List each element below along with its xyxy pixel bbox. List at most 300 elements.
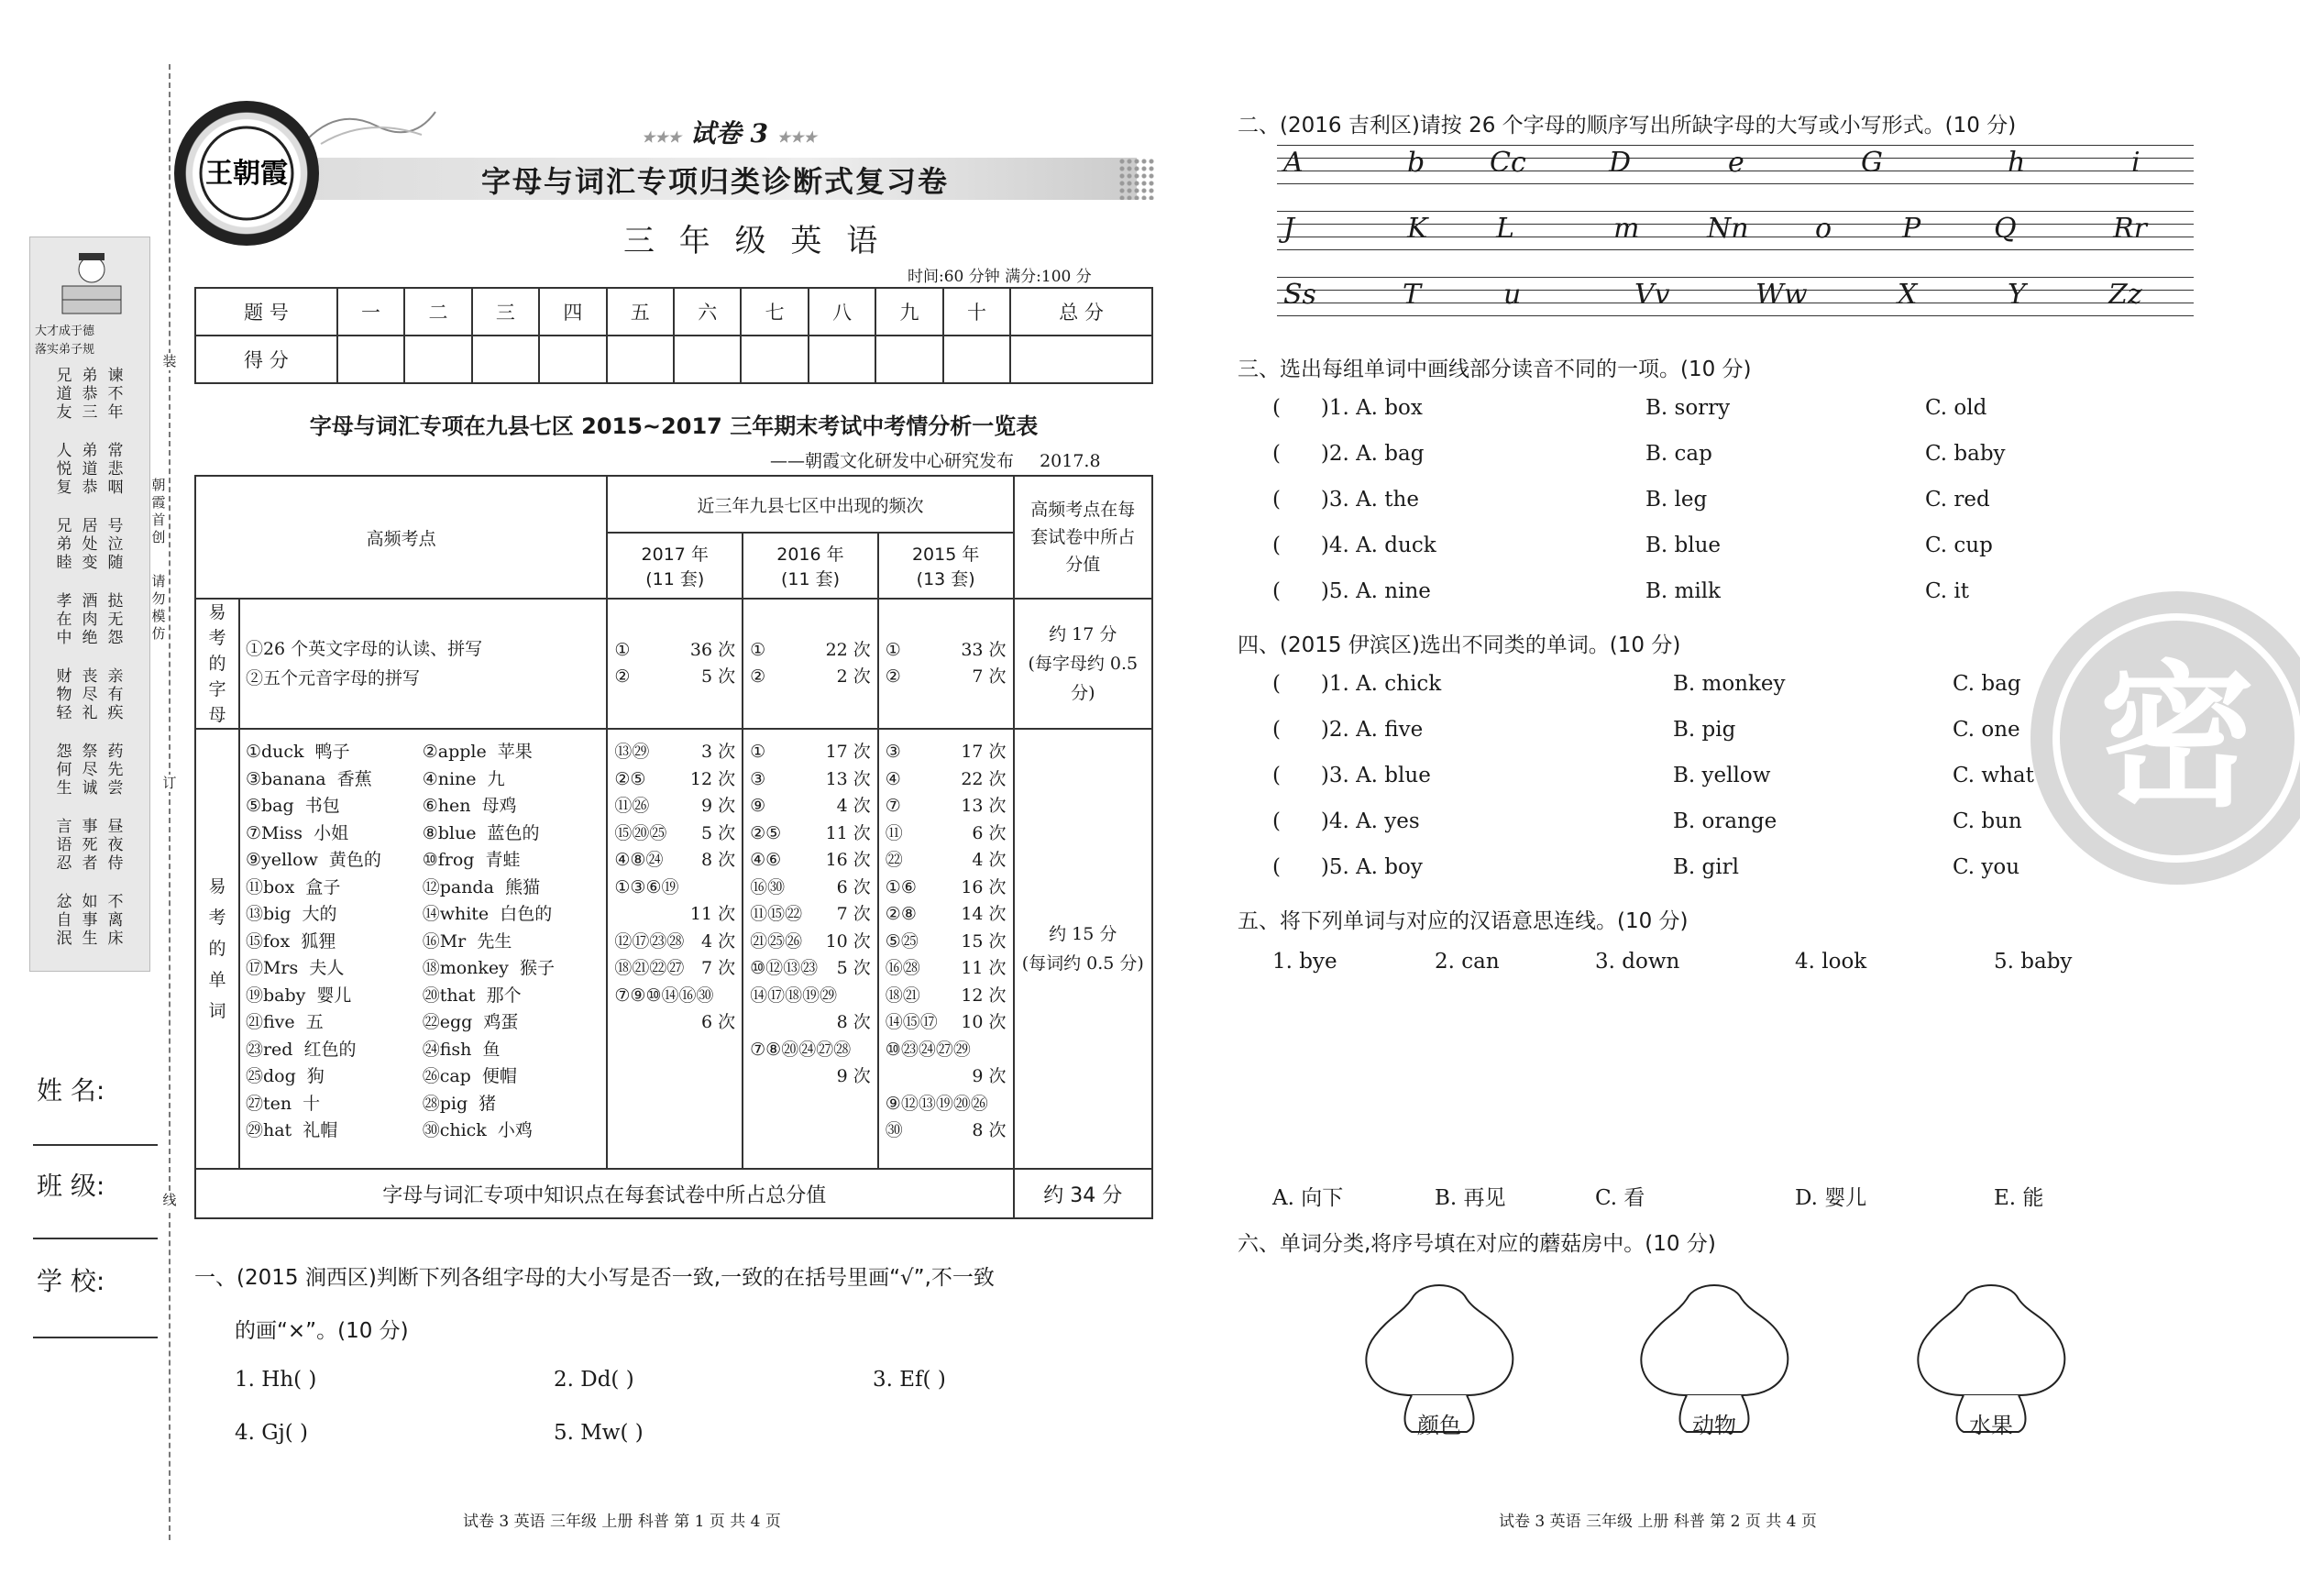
freq-count: 2 次: [836, 666, 871, 687]
score-header-cell: 题 号: [195, 288, 337, 336]
word-entry: ⑩frog 青蛙: [422, 850, 521, 870]
word-entry: ⑭white 白色的: [422, 904, 553, 924]
freq-items: ①③⑥⑲: [614, 876, 679, 897]
option: B. orange: [1673, 809, 1777, 833]
col-value: 高频考点在每套试卷中所占分值: [1014, 476, 1152, 599]
given-letter: Q: [1994, 213, 2017, 245]
freq-entry: [744, 875, 876, 902]
q1-stem-2: 的画“×”。(10 分): [235, 1319, 409, 1343]
freq-count: 17 次: [825, 742, 871, 762]
scholar-icon: [55, 249, 128, 318]
freq-items: ⑦⑨⑩⑭⑯㉚: [614, 985, 714, 1006]
freq-count: 4 次: [700, 930, 736, 952]
freq-entry: [880, 955, 1012, 983]
given-letter: G: [1861, 147, 1883, 179]
year-2017: 2017 年 (11 套): [607, 533, 743, 599]
footer-right: 试卷 3 英语 三年级 上册 科普 第 2 页 共 4 页: [1499, 1513, 1817, 1531]
ruled-line: [1277, 145, 2194, 146]
letters-value: 约 17 分 (每字母约 0.5 分): [1014, 599, 1152, 729]
given-letter: J: [1283, 213, 1295, 245]
motto-column: 如事生: [82, 893, 98, 948]
freq-count: 11 次: [689, 904, 736, 924]
option: B. milk: [1645, 579, 1721, 603]
motto-column: 号泣随: [107, 517, 124, 572]
given-letter: u: [1503, 279, 1522, 311]
motto-column: 昼夜侍: [107, 818, 124, 873]
freq-count: 22 次: [825, 639, 871, 660]
freq-items: ⑭⑮⑰: [885, 1012, 938, 1032]
score-cell[interactable]: [674, 336, 741, 383]
word-entry: ㉒egg 鸡蛋: [422, 1012, 519, 1032]
given-letter: Zz: [2108, 279, 2142, 311]
given-letter: Nn: [1707, 213, 1749, 245]
freq-items: ⑫⑰㉓㉘: [614, 930, 685, 952]
year-2016: 2016 年 (11 套): [743, 533, 878, 599]
option: B. leg: [1645, 488, 1708, 512]
match-meaning[interactable]: A. 向下: [1272, 1186, 1344, 1210]
given-letter: X: [1898, 279, 1918, 311]
motto-column: 弟道恭: [82, 442, 98, 497]
name-field[interactable]: [33, 1144, 158, 1146]
freq-count: 33 次: [961, 639, 1007, 660]
score-header-cell: 五: [607, 288, 674, 336]
mushroom-label: 颜色: [1417, 1413, 1461, 1438]
freq-items: ⑩⑫⑬㉓: [750, 958, 819, 978]
answer-choice-row[interactable]: ( )1. A. chick: [1272, 672, 1442, 696]
freq-entry: [609, 983, 741, 1010]
score-header-cell: 一: [337, 288, 404, 336]
time-info: 时间:60 分钟 满分:100 分: [908, 268, 1092, 286]
word-entry: ④nine 九: [422, 768, 505, 789]
motto-column: 亲有疾: [107, 667, 124, 722]
option: C. bun: [1953, 809, 2022, 833]
freq-entry: [609, 929, 741, 956]
score-cell[interactable]: [472, 336, 539, 383]
motto-column: 财物轻: [56, 667, 72, 722]
score-cell[interactable]: [404, 336, 471, 383]
freq-entry: [744, 793, 876, 820]
score-header-cell: 六: [674, 288, 741, 336]
score-row-label: 得 分: [195, 336, 337, 383]
freq-entry: [880, 983, 1012, 1010]
school-field[interactable]: [33, 1337, 158, 1338]
freq-entry: [744, 1037, 876, 1064]
ruled-line: [1277, 315, 2194, 316]
motto-top-2: 落实弟子规: [35, 343, 95, 357]
freq-entry: [880, 637, 1012, 665]
option: B. cap: [1645, 442, 1712, 466]
total-label: 字母与词汇专项中知识点在每套试卷中所占总分值: [195, 1169, 1014, 1218]
q1-item[interactable]: 2. Dd( ): [554, 1368, 634, 1392]
q1-stem: 一、(2015 涧西区)判断下列各组字母的大小写是否一致,一致的在括号里画“√”,不一致: [194, 1266, 995, 1290]
seal-mark: 装: [162, 353, 177, 369]
score-header-cell: 二: [404, 288, 471, 336]
freq-entry: [744, 955, 876, 983]
q1-item[interactable]: 5. Mw( ): [554, 1421, 644, 1445]
score-input-row: [195, 336, 1152, 383]
score-cell[interactable]: [539, 336, 606, 383]
freq-entry: [744, 983, 876, 1010]
freq-entry: [880, 766, 1012, 794]
freq-items: ①: [750, 639, 766, 660]
freq-items: ⑱㉑: [885, 985, 920, 1006]
freq-entry: [744, 929, 876, 956]
freq-count: 13 次: [961, 796, 1007, 816]
freq-items: ⑯㉚: [750, 876, 786, 897]
freq-entry: [609, 955, 741, 983]
freq-entry: [609, 637, 741, 665]
motto-column: 忿自泯: [56, 893, 72, 948]
cut-line: [169, 64, 171, 1540]
freq-count: 15 次: [961, 930, 1007, 952]
freq-entry: [744, 1009, 876, 1037]
svg-text:王朝霞: 王朝霞: [205, 158, 288, 190]
cat-words: 易考的单词: [195, 729, 239, 1169]
freq-items: ①⑥: [885, 876, 917, 897]
ruled-line: [1277, 211, 2194, 212]
freq-entry: [880, 793, 1012, 820]
answer-choice-row[interactable]: ( )4. A. duck: [1272, 534, 1436, 557]
freq-items: ④⑧㉔: [614, 850, 664, 870]
side-note: 朝霞首创: [151, 477, 166, 545]
option: C. it: [1925, 579, 1969, 603]
answer-choice-row[interactable]: ( )2. A. bag: [1272, 442, 1425, 466]
freq-count: 3 次: [700, 742, 736, 762]
freq-2015: [878, 599, 1014, 729]
freq-count: 16 次: [961, 876, 1007, 897]
q3-stem: 三、选出每组单词中画线部分读音不同的一项。(10 分): [1238, 358, 1752, 381]
option: C. bag: [1953, 672, 2021, 696]
word-entry: ⑦Miss 小姐: [245, 822, 349, 843]
analysis-title: 字母与词汇专项在九县七区 2015~2017 三年期末考试中考情分析一览表: [309, 413, 1039, 439]
score-header-row: [195, 288, 1152, 336]
q4-stem: 四、(2015 伊滨区)选出不同类的单词。(10 分): [1238, 633, 1681, 657]
freq-count: 11 次: [961, 958, 1007, 978]
freq-entry: [609, 793, 741, 820]
freq-entry: [880, 929, 1012, 956]
freq-entry: [880, 1063, 1012, 1091]
given-letter: e: [1728, 147, 1744, 179]
seal-mark: 订: [162, 775, 177, 791]
option: C. red: [1925, 488, 1990, 512]
score-cell[interactable]: [875, 336, 942, 383]
star-icon: ★★★: [776, 128, 817, 146]
word-list-right: [423, 729, 608, 1169]
answer-choice-row[interactable]: ( )5. A. boy: [1272, 855, 1423, 879]
freq-items: ②: [614, 666, 631, 687]
score-header-cell: 八: [809, 288, 875, 336]
score-table: [194, 287, 1153, 384]
given-letter: T: [1403, 279, 1422, 311]
score-header-cell: 总 分: [1010, 288, 1152, 336]
side-note: 请勿模仿: [151, 573, 166, 642]
score-header-cell: 十: [943, 288, 1010, 336]
option: C. what: [1953, 764, 2034, 787]
q1-item[interactable]: 4. Gj( ): [235, 1421, 309, 1445]
school-label: 学 校:: [37, 1266, 105, 1296]
word-entry: ㉖cap 便帽: [422, 1066, 517, 1086]
freq-items: ②: [885, 666, 901, 687]
seal-mark: 线: [162, 1192, 177, 1208]
option: B. pig: [1673, 718, 1736, 742]
given-letter: P: [1902, 213, 1921, 245]
page-title: 字母与词汇专项归类诊断式复习卷: [480, 164, 949, 199]
motto-column: 酒肉绝: [82, 592, 98, 647]
freq-count: 5 次: [700, 666, 736, 687]
freq-items: ⑪: [885, 822, 903, 843]
answer-choice-row[interactable]: ( )5. A. nine: [1272, 579, 1431, 603]
word-entry: ⑮fox 狐狸: [245, 930, 336, 952]
freq-entry: [744, 664, 876, 691]
freq-items: ㉑㉕㉖: [750, 930, 803, 952]
freq-count: 4 次: [972, 850, 1007, 870]
option: B. yellow: [1673, 764, 1771, 787]
freq-count: 12 次: [689, 768, 736, 789]
freq-items: ⑱㉑㉒㉗: [614, 958, 685, 978]
freq-entry: [880, 664, 1012, 691]
freq-count: 9 次: [700, 796, 736, 816]
given-letter: o: [1815, 213, 1832, 245]
given-letter: m: [1613, 213, 1640, 245]
star-icon: ★★★: [642, 128, 682, 146]
freq-count: 36 次: [689, 639, 736, 660]
freq-count: 8 次: [972, 1120, 1007, 1140]
given-letter: h: [2008, 147, 2026, 179]
freq-entry: [744, 901, 876, 929]
freq-entry: [880, 1091, 1012, 1118]
freq-items: ④⑥: [750, 850, 782, 870]
given-letter: Vv: [1634, 279, 1670, 311]
freq-2017: [607, 599, 743, 729]
match-word[interactable]: 1. bye: [1272, 950, 1337, 974]
mushroom-house[interactable]: [1632, 1276, 1797, 1450]
freq-entry: [880, 875, 1012, 902]
freq-items: ③: [885, 742, 901, 762]
publisher-logo: [174, 101, 319, 246]
dot-pattern: [1118, 158, 1155, 200]
freq-entry: [609, 664, 741, 691]
freq-items: ②: [750, 666, 766, 687]
ruled-line: [1277, 183, 2194, 184]
answer-choice-row[interactable]: ( )4. A. yes: [1272, 809, 1420, 833]
freq-items: ⑨⑫⑬⑲⑳㉖: [885, 1093, 988, 1114]
freq-entry: [880, 739, 1012, 766]
freq-entry: [609, 820, 741, 848]
score-cell[interactable]: [741, 336, 808, 383]
class-label: 班 级:: [37, 1171, 105, 1201]
freq-entry: [880, 1117, 1012, 1145]
freq-count: 8 次: [700, 850, 736, 870]
word-entry: ⑲baby 婴儿: [245, 985, 352, 1006]
freq-entry: [880, 820, 1012, 848]
freq-2016: [743, 599, 878, 729]
freq-count: 22 次: [961, 768, 1007, 789]
score-cell[interactable]: [809, 336, 875, 383]
mushroom-label: 动物: [1692, 1413, 1736, 1438]
freq-items: ⑬㉙: [614, 742, 650, 762]
q5-stem: 五、将下列单词与对应的汉语意思连线。(10 分): [1238, 909, 1689, 933]
q1-item[interactable]: 1. Hh( ): [235, 1368, 317, 1392]
freq-items: ⑦⑧⑳㉔㉗㉘: [750, 1039, 852, 1060]
motto-column: 谏不年: [107, 367, 124, 422]
freq-items: ⑯㉘: [885, 958, 920, 978]
motto-column: 兄弟睦: [56, 517, 72, 572]
class-field[interactable]: [33, 1238, 158, 1239]
score-cell[interactable]: [943, 336, 1010, 383]
word-entry: ⑱monkey 猴子: [422, 958, 555, 978]
word-entry: ②apple 苹果: [422, 742, 533, 762]
freq-items: ④: [885, 768, 901, 789]
footer-left: 试卷 3 英语 三年级 上册 科普 第 1 页 共 4 页: [463, 1513, 781, 1531]
freq-items: ①: [885, 639, 901, 660]
confidential-stamp: 密: [2026, 587, 2300, 889]
freq-items: ⑦: [885, 796, 901, 816]
banner-ribbon: [303, 103, 440, 150]
option: B. girl: [1673, 855, 1739, 879]
word-freq-2015: [878, 729, 1014, 1169]
match-meaning[interactable]: C. 看: [1595, 1186, 1645, 1210]
score-cell[interactable]: [607, 336, 674, 383]
col-high-freq: 高频考点: [195, 476, 607, 599]
freq-count: 17 次: [961, 742, 1007, 762]
motto-column: 不离床: [107, 893, 124, 948]
answer-choice-row[interactable]: ( )3. A. the: [1272, 488, 1419, 512]
freq-count: 4 次: [836, 796, 871, 816]
freq-count: 9 次: [836, 1066, 871, 1086]
mushroom-house[interactable]: [1909, 1276, 2074, 1450]
freq-entry: [744, 820, 876, 848]
match-word[interactable]: 4. look: [1795, 950, 1867, 974]
given-letter: b: [1407, 147, 1425, 179]
freq-count: 7 次: [836, 904, 871, 924]
motto-column: 常悲咽: [107, 442, 124, 497]
analysis-table: [194, 475, 1153, 1219]
motto-column: 事死者: [82, 818, 98, 873]
freq-count: 10 次: [961, 1012, 1007, 1032]
option: B. blue: [1645, 534, 1722, 557]
given-letter: Ss: [1283, 279, 1316, 311]
freq-count: 8 次: [836, 1012, 871, 1032]
given-letter: i: [2131, 147, 2140, 179]
freq-items: ⑪⑮㉒: [750, 904, 803, 924]
freq-items: ①: [614, 639, 631, 660]
freq-entry: [609, 1009, 741, 1037]
cat-letters: 易考的字母: [195, 599, 239, 729]
score-header-cell: 七: [741, 288, 808, 336]
match-meaning[interactable]: B. 再见: [1435, 1186, 1506, 1210]
freq-entry: [609, 847, 741, 875]
match-word[interactable]: 3. down: [1595, 950, 1680, 974]
freq-entry: [609, 875, 741, 902]
match-meaning[interactable]: E. 能: [1994, 1186, 2044, 1210]
freq-count: 7 次: [700, 958, 736, 978]
freq-items: ㉚: [885, 1120, 903, 1140]
freq-items: ㉒: [885, 850, 903, 870]
motto-column: 居处变: [82, 517, 98, 572]
ruled-line: [1277, 277, 2194, 278]
score-cell[interactable]: [337, 336, 404, 383]
word-entry: ⑫panda 熊猫: [422, 876, 540, 897]
motto-column: 丧尽礼: [82, 667, 98, 722]
given-letter: Rr: [2113, 213, 2147, 245]
word-entry: ⑳that 那个: [422, 985, 522, 1006]
freq-items: ⑪㉖: [614, 796, 650, 816]
freq-count: 11 次: [825, 822, 871, 843]
freq-items: ②⑤: [614, 768, 646, 789]
option: C. baby: [1925, 442, 2006, 466]
given-letter: Y: [2008, 279, 2026, 311]
word-freq-2016: [743, 729, 878, 1169]
ruled-line: [1277, 249, 2194, 250]
match-meaning[interactable]: D. 婴儿: [1795, 1186, 1867, 1210]
word-freq-2017: [607, 729, 743, 1169]
freq-items: ⑮⑳㉕: [614, 822, 667, 843]
option: C. old: [1925, 396, 1987, 420]
q1-item[interactable]: 3. Ef( ): [873, 1368, 946, 1392]
q6-stem: 六、单词分类,将序号填在对应的蘑菇房中。(10 分): [1238, 1232, 1716, 1256]
score-cell[interactable]: [1010, 336, 1152, 383]
match-word[interactable]: 2. can: [1435, 950, 1500, 974]
freq-entry: [744, 847, 876, 875]
freq-items: ⑤㉕: [885, 930, 919, 952]
word-entry: ⑥hen 母鸡: [422, 796, 517, 816]
freq-count: 14 次: [961, 904, 1007, 924]
answer-choice-row[interactable]: ( )3. A. blue: [1272, 764, 1431, 787]
word-entry: ⑤bag 书包: [245, 796, 340, 816]
total-value: 约 34 分: [1014, 1169, 1152, 1218]
letter-points: ①26 个英文字母的认读、拼写 ②五个元音字母的拼写: [239, 599, 607, 729]
word-entry: ⑬big 大的: [245, 904, 337, 924]
word-entry: ⑨yellow 黄色的: [245, 850, 381, 870]
freq-count: 6 次: [700, 1012, 736, 1032]
word-entry: ㉚chick 小鸡: [422, 1120, 533, 1140]
motto-column: 弟恭三: [82, 367, 98, 422]
motto-column: 祭尽诚: [82, 743, 98, 798]
freq-count: 6 次: [836, 876, 871, 897]
option: C. you: [1953, 855, 2020, 879]
word-entry: ㉘pig 猪: [422, 1093, 497, 1114]
freq-items: ①: [750, 742, 766, 762]
name-label: 姓 名:: [37, 1075, 105, 1106]
subject-title: 三 年 级 英 语: [623, 223, 886, 259]
freq-count: 5 次: [836, 958, 871, 978]
word-list-left: [239, 729, 423, 1169]
score-header-cell: 三: [472, 288, 539, 336]
given-letter: Cc: [1490, 147, 1526, 179]
match-word[interactable]: 5. baby: [1994, 950, 2073, 974]
word-entry: ⑯Mr 先生: [422, 930, 512, 952]
answer-choice-row[interactable]: ( )1. A. box: [1272, 396, 1423, 420]
freq-count: 10 次: [825, 930, 871, 952]
given-letter: Ww: [1755, 279, 1808, 311]
freq-count: 6 次: [972, 822, 1007, 843]
mushroom-house[interactable]: [1357, 1276, 1522, 1450]
freq-entry: [744, 1063, 876, 1091]
given-letter: A: [1283, 147, 1304, 179]
motto-column: 孝在中: [56, 592, 72, 647]
answer-choice-row[interactable]: ( )2. A. five: [1272, 718, 1424, 742]
freq-entry: [880, 1037, 1012, 1064]
freq-entry: [880, 901, 1012, 929]
freq-items: ⑭⑰⑱⑲㉙: [750, 985, 838, 1006]
word-entry: ⑪box 盒子: [245, 876, 341, 897]
option: B. monkey: [1673, 672, 1786, 696]
word-entry: ㉙hat 礼帽: [245, 1120, 338, 1140]
year-2015: 2015 年 (13 套): [878, 533, 1014, 599]
option: B. sorry: [1645, 396, 1731, 420]
q2-stem: 二、(2016 吉利区)请按 26 个字母的顺序写出所缺字母的大写或小写形式。(10 分): [1238, 114, 2017, 138]
word-entry: ③banana 香蕉: [245, 768, 372, 789]
